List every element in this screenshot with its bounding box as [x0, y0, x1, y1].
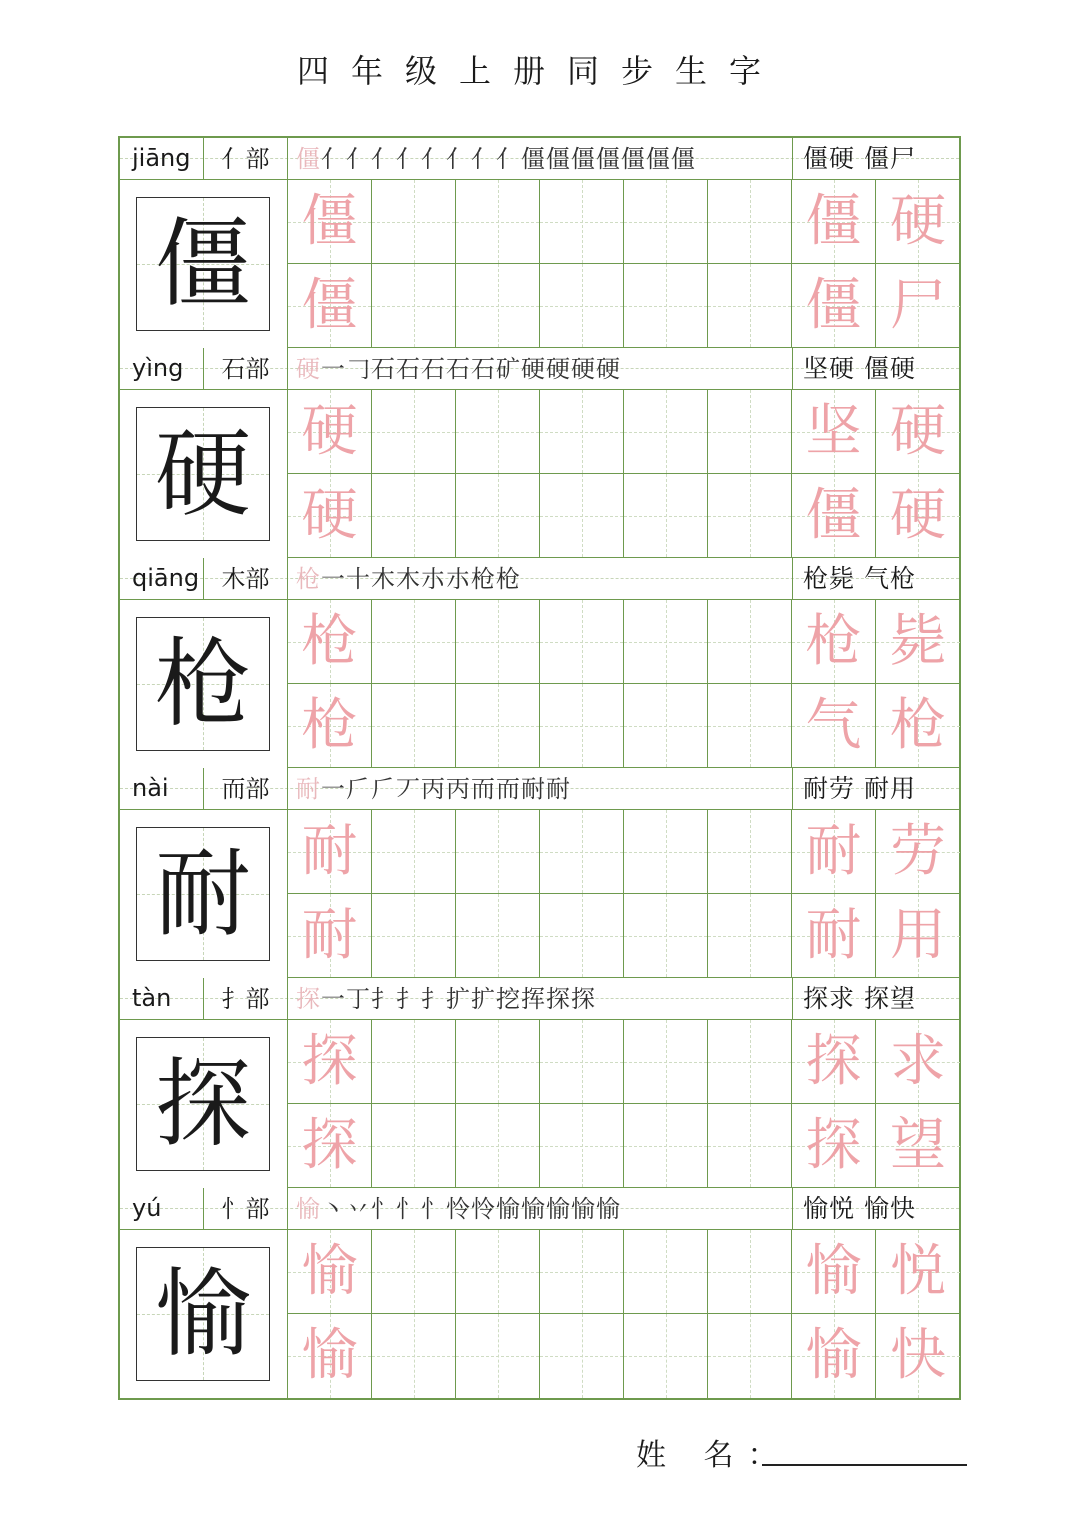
- stroke-order-row: [120, 558, 959, 600]
- writing-cell[interactable]: [540, 390, 624, 474]
- writing-cell[interactable]: [708, 1020, 792, 1104]
- writing-cell[interactable]: [372, 1020, 456, 1104]
- writing-cell[interactable]: [708, 474, 792, 558]
- tracing-character: 僵: [301, 189, 358, 254]
- model-character: 探: [136, 1037, 270, 1171]
- tracing-character: 坚: [805, 399, 862, 464]
- tracing-cell[interactable]: [288, 1020, 372, 1104]
- tracing-cell[interactable]: [288, 810, 372, 894]
- character-block: [120, 558, 959, 768]
- pinyin-label: nài: [120, 768, 204, 810]
- tracing-character: 望: [890, 1113, 946, 1178]
- pinyin-label: jiāng: [120, 138, 204, 180]
- vocabulary-words: 僵硬 僵尸: [803, 144, 916, 173]
- writing-cell[interactable]: [540, 894, 624, 978]
- writing-cell[interactable]: [456, 1230, 540, 1314]
- tracing-character: 愉: [301, 1239, 358, 1304]
- writing-cell[interactable]: [372, 810, 456, 894]
- writing-cell[interactable]: [708, 390, 792, 474]
- tracing-character: 毙: [890, 609, 946, 674]
- model-character: 硬: [136, 407, 270, 541]
- stroke-order-sequence: 愉丶丷忄忄忄怜怜愉愉愉愉愉: [288, 1188, 793, 1230]
- pinyin-label: yìng: [120, 348, 204, 390]
- writing-cell[interactable]: [372, 1104, 456, 1188]
- stroke-order-row: [120, 1188, 959, 1230]
- tracing-character: 探: [805, 1113, 862, 1178]
- tracing-character: 耐: [301, 903, 358, 968]
- tracing-character: 枪: [890, 693, 946, 758]
- tracing-cell[interactable]: [792, 810, 876, 894]
- tracing-cell[interactable]: [288, 474, 372, 558]
- tracing-character: 劳: [890, 819, 946, 884]
- writing-cell[interactable]: [456, 1314, 540, 1398]
- writing-cell[interactable]: [624, 684, 708, 768]
- writing-cell[interactable]: [708, 684, 792, 768]
- tracing-cell[interactable]: [288, 1314, 372, 1398]
- stroke-order-sequence: 僵亻亻亻亻亻亻亻亻僵僵僵僵僵僵僵: [288, 138, 793, 180]
- writing-cell[interactable]: [540, 1104, 624, 1188]
- tracing-character: 耐: [805, 903, 862, 968]
- tracing-cell[interactable]: [876, 1314, 960, 1398]
- practice-grid: [288, 1230, 959, 1398]
- writing-cell[interactable]: [456, 894, 540, 978]
- writing-cell[interactable]: [540, 1314, 624, 1398]
- tracing-cell[interactable]: [792, 894, 876, 978]
- tracing-cell[interactable]: [792, 1314, 876, 1398]
- tracing-cell[interactable]: [876, 1104, 960, 1188]
- tracing-character: 求: [890, 1029, 946, 1094]
- tracing-cell[interactable]: [876, 810, 960, 894]
- tracing-cell[interactable]: [288, 600, 372, 684]
- model-character: 耐: [136, 827, 270, 961]
- tracing-character: 硬: [301, 483, 358, 548]
- tracing-cell[interactable]: [288, 684, 372, 768]
- tracing-cell[interactable]: [288, 264, 372, 348]
- model-character-area: [120, 1230, 288, 1398]
- character-block: [120, 1188, 959, 1398]
- vocabulary-words: 耐劳 耐用: [803, 774, 916, 803]
- writing-cell[interactable]: [456, 684, 540, 768]
- writing-cell[interactable]: [540, 810, 624, 894]
- tracing-character: 悦: [890, 1239, 946, 1304]
- tracing-cell[interactable]: [288, 1230, 372, 1314]
- tracing-character: 愉: [301, 1323, 358, 1388]
- writing-cell[interactable]: [456, 1104, 540, 1188]
- stroke-order-sequence: 枪一十木木朩朩枪枪: [288, 558, 793, 600]
- tracing-cell[interactable]: [288, 390, 372, 474]
- stroke-order-row: [120, 348, 959, 390]
- writing-cell[interactable]: [624, 180, 708, 264]
- tracing-character: 耐: [301, 819, 358, 884]
- model-character-area: [120, 180, 288, 348]
- writing-cell[interactable]: [708, 1314, 792, 1398]
- tracing-character: 僵: [805, 189, 862, 254]
- stroke-order-sequence: 探一丁扌扌扌扩扩挖挥探探: [288, 978, 793, 1020]
- writing-cell[interactable]: [372, 264, 456, 348]
- model-character-area: [120, 600, 288, 768]
- tracing-character: 愉: [805, 1323, 862, 1388]
- tracing-character: 硬: [890, 483, 946, 548]
- tracing-character: 硬: [301, 399, 358, 464]
- tracing-cell[interactable]: [876, 1020, 960, 1104]
- tracing-cell[interactable]: [876, 894, 960, 978]
- model-character: 枪: [136, 617, 270, 751]
- tracing-cell[interactable]: [792, 684, 876, 768]
- writing-cell[interactable]: [624, 894, 708, 978]
- tracing-character: 僵: [805, 273, 862, 338]
- stroke-order-row: [120, 768, 959, 810]
- writing-cell[interactable]: [456, 810, 540, 894]
- radical-label: 而部: [204, 768, 288, 810]
- writing-cell[interactable]: [624, 264, 708, 348]
- stroke-order-sequence: 硬一𠃌石石石石石矿硬硬硬硬: [288, 348, 793, 390]
- tracing-character: 硬: [890, 399, 946, 464]
- tracing-character: 愉: [805, 1239, 862, 1304]
- writing-cell[interactable]: [708, 600, 792, 684]
- writing-cell[interactable]: [540, 1020, 624, 1104]
- tracing-cell[interactable]: [876, 264, 960, 348]
- stroke-order-sequence: 耐一𠂆𠂆丆丙丙而而耐耐: [288, 768, 793, 810]
- tracing-character: 用: [890, 903, 946, 968]
- tracing-cell[interactable]: [792, 1104, 876, 1188]
- vocabulary-words: 坚硬 僵硬: [803, 354, 916, 383]
- writing-cell[interactable]: [456, 474, 540, 558]
- tracing-character: 探: [805, 1029, 862, 1094]
- tracing-character: 僵: [301, 273, 358, 338]
- writing-cell[interactable]: [372, 684, 456, 768]
- character-block: [120, 768, 959, 978]
- character-block: [120, 138, 959, 348]
- writing-cell[interactable]: [540, 180, 624, 264]
- writing-cell[interactable]: [708, 810, 792, 894]
- model-character-area: [120, 810, 288, 978]
- radical-label: 木部: [204, 558, 288, 600]
- writing-cell[interactable]: [540, 264, 624, 348]
- practice-grid: [288, 180, 959, 348]
- tracing-cell[interactable]: [876, 684, 960, 768]
- tracing-character: 快: [890, 1323, 946, 1388]
- writing-cell[interactable]: [456, 180, 540, 264]
- writing-cell[interactable]: [372, 894, 456, 978]
- practice-grid: [288, 1020, 959, 1188]
- writing-cell[interactable]: [456, 390, 540, 474]
- practice-grid: [288, 810, 959, 978]
- writing-cell[interactable]: [708, 894, 792, 978]
- writing-cell[interactable]: [540, 474, 624, 558]
- writing-cell[interactable]: [372, 1230, 456, 1314]
- model-character-area: [120, 390, 288, 558]
- pinyin-label: yú: [120, 1188, 204, 1230]
- character-block: [120, 978, 959, 1188]
- writing-cell[interactable]: [708, 180, 792, 264]
- pinyin-label: qiāng: [120, 558, 204, 600]
- radical-label: 亻部: [204, 138, 288, 180]
- writing-cell[interactable]: [708, 1104, 792, 1188]
- writing-cell[interactable]: [540, 1230, 624, 1314]
- tracing-cell[interactable]: [792, 1020, 876, 1104]
- name-blank-line[interactable]: [762, 1464, 967, 1466]
- writing-cell[interactable]: [624, 1104, 708, 1188]
- writing-cell[interactable]: [372, 474, 456, 558]
- model-character: 僵: [136, 197, 270, 331]
- tracing-character: 耐: [805, 819, 862, 884]
- tracing-cell[interactable]: [876, 390, 960, 474]
- radical-label: 忄部: [204, 1188, 288, 1230]
- tracing-cell[interactable]: [876, 180, 960, 264]
- tracing-character: 枪: [805, 609, 862, 674]
- worksheet-grid: [118, 136, 961, 1400]
- tracing-character: 硬: [890, 189, 946, 254]
- model-character-area: [120, 1020, 288, 1188]
- radical-label: 石部: [204, 348, 288, 390]
- tracing-character: 枪: [301, 693, 358, 758]
- writing-cell[interactable]: [540, 600, 624, 684]
- tracing-cell[interactable]: [876, 600, 960, 684]
- writing-cell[interactable]: [624, 474, 708, 558]
- writing-cell[interactable]: [708, 264, 792, 348]
- radical-label: 扌部: [204, 978, 288, 1020]
- writing-cell[interactable]: [624, 1314, 708, 1398]
- writing-cell[interactable]: [624, 600, 708, 684]
- writing-cell[interactable]: [624, 810, 708, 894]
- practice-grid: [288, 600, 959, 768]
- tracing-cell[interactable]: [792, 600, 876, 684]
- writing-cell[interactable]: [456, 264, 540, 348]
- writing-cell[interactable]: [456, 600, 540, 684]
- writing-cell[interactable]: [708, 1230, 792, 1314]
- name-label: 姓 名：: [636, 1438, 792, 1473]
- practice-grid: [288, 390, 959, 558]
- stroke-order-row: [120, 978, 959, 1020]
- tracing-character: 探: [301, 1029, 358, 1094]
- pinyin-label: tàn: [120, 978, 204, 1020]
- model-character: 愉: [136, 1247, 270, 1381]
- tracing-character: 僵: [805, 483, 862, 548]
- writing-cell[interactable]: [624, 1020, 708, 1104]
- vocabulary-words: 枪毙 气枪: [803, 564, 916, 593]
- tracing-cell[interactable]: [792, 474, 876, 558]
- writing-cell[interactable]: [624, 390, 708, 474]
- tracing-cell[interactable]: [792, 264, 876, 348]
- character-block: [120, 348, 959, 558]
- writing-cell[interactable]: [372, 180, 456, 264]
- tracing-cell[interactable]: [876, 1230, 960, 1314]
- stroke-order-row: [120, 138, 959, 180]
- tracing-character: 枪: [301, 609, 358, 674]
- tracing-character: 尸: [890, 273, 946, 338]
- tracing-cell[interactable]: [288, 894, 372, 978]
- tracing-character: 气: [805, 693, 862, 758]
- writing-cell[interactable]: [372, 390, 456, 474]
- page-title: 四年级上册同步生字: [296, 52, 783, 90]
- tracing-cell[interactable]: [792, 390, 876, 474]
- tracing-cell[interactable]: [288, 1104, 372, 1188]
- vocabulary-words: 探求 探望: [803, 984, 916, 1013]
- vocabulary-words: 愉悦 愉快: [803, 1194, 916, 1223]
- writing-cell[interactable]: [540, 684, 624, 768]
- writing-cell[interactable]: [372, 600, 456, 684]
- tracing-cell[interactable]: [792, 180, 876, 264]
- writing-cell[interactable]: [624, 1230, 708, 1314]
- writing-cell[interactable]: [372, 1314, 456, 1398]
- tracing-cell[interactable]: [876, 474, 960, 558]
- tracing-cell[interactable]: [792, 1230, 876, 1314]
- tracing-cell[interactable]: [288, 180, 372, 264]
- writing-cell[interactable]: [456, 1020, 540, 1104]
- tracing-character: 探: [301, 1113, 358, 1178]
